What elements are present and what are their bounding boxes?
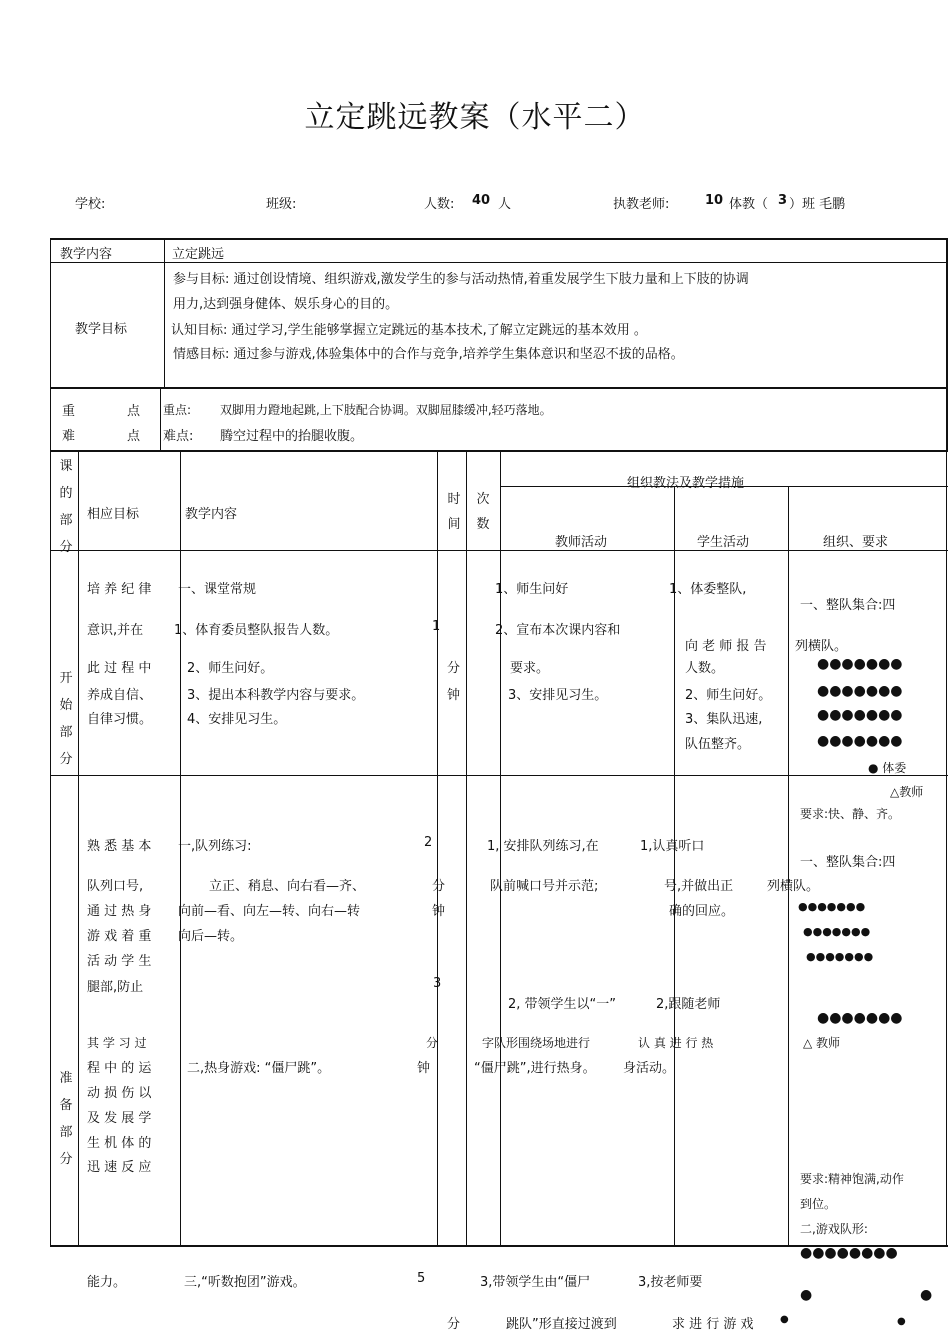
prep-content-3: 向前—看、向左—转、向右—转 [178, 904, 361, 919]
prep-target-8: 程 中 的 运 [87, 1061, 152, 1076]
prep-target-13: 能力。 [87, 1275, 127, 1290]
key-prefix: 重点: [163, 403, 192, 417]
prep-section: 准备部分 [59, 1071, 73, 1167]
header-count: 次数 [476, 492, 490, 532]
open-formation-row-4: ●●●●●●● [817, 733, 903, 749]
prep-target-5: 活 动 学 生 [87, 954, 152, 969]
goals-label: 教学目标 [75, 322, 128, 337]
school-label: 学校: [75, 197, 106, 212]
content-value: 立定跳远 [172, 247, 225, 262]
open-require-2: 列横队。 [795, 639, 848, 654]
rule-open [50, 775, 948, 776]
open-student-2: 向 老 师 报 告 [685, 639, 767, 654]
prep-teacher-2: 队前喊口号并示范; [490, 879, 599, 894]
rule-v-key [160, 388, 161, 451]
goals-line-2: 用力,达到强身健体、娱乐身心的目的。 [173, 297, 399, 312]
open-teacher-3: 要求。 [510, 661, 550, 676]
header-student: 学生活动 [697, 535, 750, 550]
prep-target-10: 及 发 展 学 [87, 1111, 152, 1126]
game-formation-dot-3: ● [780, 1314, 789, 1325]
header-org: 组织教法及教学措施 [627, 476, 745, 491]
open-student-1: 1、体委整队, [669, 582, 747, 597]
open-teacher-1: 1、师生问好 [495, 582, 569, 597]
prep-content-1: 一,队列练习: [178, 839, 252, 854]
diff-label-1: 难 [62, 429, 76, 444]
prep-content-6: 三,“听数抱团”游戏。 [184, 1275, 306, 1290]
rule-v-label [164, 238, 165, 388]
header-content: 教学内容 [185, 507, 238, 522]
game-formation-row: ●●●●●●●● [800, 1245, 898, 1261]
prep-target-3: 通 过 热 身 [87, 904, 152, 919]
rule-header [50, 550, 948, 551]
teacher-tail: ）班 毛鹏 [789, 197, 846, 212]
open-require-3: 要求:快、静、齐。 [800, 807, 901, 821]
prep-teacher-7: 跳队”形直接过渡到 [506, 1317, 617, 1332]
teacher-class: 3 [778, 193, 788, 208]
diff-text: 腾空过程中的抬腿收腹。 [220, 429, 364, 444]
prep-formation-row-3: ●●●●●●● [806, 950, 874, 963]
rule-content [50, 262, 948, 263]
rule-right-top [946, 238, 948, 451]
rule-left [50, 238, 51, 1247]
prep-target-2: 队列口号, [87, 879, 144, 894]
prep-time-d: 3 [433, 976, 442, 991]
teacher-mid: 体教（ [729, 197, 769, 212]
prep-teacher-1: 1, 安排队列练习,在 [487, 839, 599, 854]
rule-v-teacher [674, 486, 675, 1247]
open-target-5: 自律习惯。 [87, 712, 153, 727]
prep-require-1: 一、整队集合:四 [800, 855, 896, 870]
count-unit: 人 [498, 197, 512, 212]
prep-require-teacher: △ 教师 [803, 1036, 841, 1050]
header-teacher: 教师活动 [555, 535, 608, 550]
game-formation-dot-2: ● [920, 1287, 933, 1303]
open-target-3: 此 过 程 中 [87, 661, 152, 676]
prep-target-11: 生 机 体 的 [87, 1136, 152, 1151]
open-student-4: 2、师生问好。 [685, 688, 772, 703]
prep-target-6: 腿部,防止 [87, 980, 144, 995]
prep-require-5: 二,游戏队形: [800, 1222, 868, 1236]
prep-time-e: 分 [426, 1036, 439, 1050]
open-content-4: 3、提出本科教学内容与要求。 [187, 688, 365, 703]
prep-content-4: 向后—转。 [178, 929, 244, 944]
prep-target-7: 其 学 习 过 [87, 1036, 147, 1050]
rule-v-content [437, 451, 438, 1247]
rule-goals [50, 387, 948, 389]
open-require-1: 一、整队集合:四 [800, 598, 896, 613]
header-target: 相应目标 [87, 507, 140, 522]
open-formation-row-3: ●●●●●●● [817, 707, 903, 723]
open-formation-row-1: ●●●●●●● [817, 656, 903, 672]
game-formation-dot-1: ● [800, 1287, 813, 1303]
prep-time-b: 分 [432, 879, 446, 894]
rule-keypoints [50, 450, 948, 452]
open-time-3: 钟 [447, 688, 461, 703]
prep-require-4: 到位。 [800, 1197, 837, 1211]
open-section: 开始部分 [59, 671, 73, 767]
prep-student-8: 求 进 行 游 戏 [672, 1317, 754, 1332]
rule-v-student [788, 486, 789, 1247]
diff-label-2: 点 [127, 429, 141, 444]
goals-line-4: 情感目标: 通过参与游戏,体验集体中的合作与竞争,培养学生集体意识和坚忍不拔的品格。 [173, 347, 684, 362]
open-require-teacher: △教师 [890, 785, 924, 799]
count-value: 40 [472, 193, 491, 208]
prep-teacher-5: “僵尸跳”,进行热身。 [474, 1061, 596, 1076]
prep-time-a: 2 [424, 835, 433, 850]
prep-content-2: 立正、稍息、向右看—齐、 [209, 879, 366, 894]
game-formation-dot-4: ● [897, 1316, 906, 1327]
prep-time-c: 钟 [432, 904, 446, 919]
open-content-3: 2、师生问好。 [187, 661, 274, 676]
diff-prefix: 难点: [163, 429, 194, 444]
rule-v-section [78, 451, 79, 1247]
open-target-1: 培 养 纪 律 [87, 582, 152, 597]
prep-time-h: 分 [447, 1317, 461, 1332]
page-title: 立定跳远教案（水平二） [304, 100, 646, 135]
prep-target-9: 动 损 伤 以 [87, 1086, 152, 1101]
prep-student-6: 身活动。 [623, 1061, 676, 1076]
rule-right-bottom [946, 451, 947, 1247]
teacher-label: 执教老师: [613, 197, 670, 212]
prep-require-2: 列横队。 [767, 879, 820, 894]
open-require-monitor: ● 体委 [868, 761, 907, 775]
prep-teacher-4: 字队形围绕场地进行 [482, 1036, 591, 1050]
prep-formation-row-1: ●●●●●●● [798, 900, 866, 913]
prep-content-5: 二,热身游戏: “僵尸跳”。 [187, 1061, 331, 1076]
prep-teacher-3: 2, 带领学生以“一” [508, 997, 617, 1012]
header-time: 时间 [447, 492, 461, 532]
prep-target-4: 游 戏 着 重 [87, 929, 152, 944]
prep-student-2: 号,并做出正 [664, 879, 734, 894]
prep-student-1: 1,认真听口 [640, 839, 705, 854]
prep-time-g: 5 [417, 1271, 426, 1286]
rule-v-time [466, 451, 467, 1247]
open-time-2: 分 [447, 661, 461, 676]
rule-top [50, 238, 948, 240]
open-formation-row-2: ●●●●●●● [817, 683, 903, 699]
prep-student-4: 2,跟随老师 [656, 997, 721, 1012]
open-time-1: 1 [432, 619, 441, 634]
prep-target-12: 迅 速 反 应 [87, 1160, 152, 1175]
teacher-num: 10 [705, 193, 724, 208]
prep-student-7: 3,按老师要 [638, 1275, 703, 1290]
header-section: 课的部分 [59, 459, 73, 555]
class-label: 班级: [266, 197, 297, 212]
prep-formation-row-4: ●●●●●●● [817, 1010, 903, 1026]
goals-line-3: 认知目标: 通过学习,学生能够掌握立定跳远的基本技术,了解立定跳远的基本效用 。 [171, 323, 647, 338]
prep-student-3: 确的回应。 [669, 904, 735, 919]
open-content-1: 一、课堂常规 [178, 582, 257, 597]
open-content-5: 4、安排见习生。 [187, 712, 287, 727]
content-label: 教学内容 [60, 247, 113, 262]
open-teacher-4: 3、安排见习生。 [508, 688, 608, 703]
goals-line-1: 参与目标: 通过创设情境、组织游戏,激发学生的参与活动热情,着重发展学生下肢力量和上下肢的协调 [173, 272, 749, 287]
open-content-2: 1、体育委员整队报告人数。 [174, 623, 339, 638]
open-target-2: 意识,并在 [87, 623, 144, 638]
prep-target-1: 熟 悉 基 本 [87, 839, 152, 854]
count-label: 人数: [424, 197, 455, 212]
key-text: 双脚用力蹬地起跳,上下肢配合协调。双脚屈膝缓冲,轻巧落地。 [220, 403, 552, 417]
prep-time-f: 钟 [417, 1061, 431, 1076]
prep-formation-row-2: ●●●●●●● [803, 925, 871, 938]
header-require: 组织、要求 [823, 535, 889, 550]
open-student-5: 3、集队迅速, [685, 712, 763, 727]
prep-teacher-6: 3,带领学生由“僵尸 [480, 1275, 591, 1290]
key-label-1: 重 [62, 404, 76, 419]
open-student-6: 队伍整齐。 [685, 737, 751, 752]
open-student-3: 人数。 [685, 661, 725, 676]
prep-student-5: 认 真 进 行 热 [638, 1036, 714, 1050]
prep-require-3: 要求:精神饱满,动作 [800, 1172, 904, 1186]
key-label-2: 点 [127, 404, 141, 419]
open-teacher-2: 2、宣布本次课内容和 [495, 623, 621, 638]
open-target-4: 养成自信、 [87, 688, 153, 703]
